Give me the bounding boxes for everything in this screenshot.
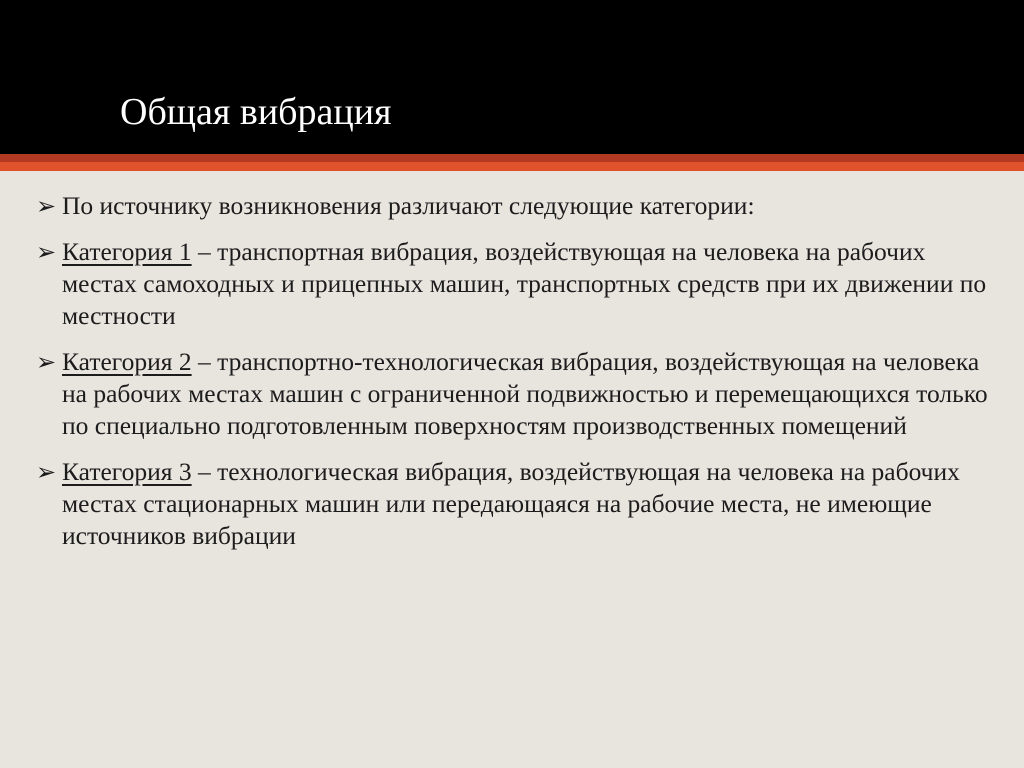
- bullet-item-category-2: [32, 346, 1002, 442]
- arrow-bullet-icon: ➢: [36, 350, 57, 376]
- slide-title: Общая вибрация: [120, 91, 392, 133]
- accent-stripe-light: [0, 162, 1024, 171]
- category-3-link[interactable]: Категория 3: [62, 457, 192, 486]
- bullet-item-category-3: [32, 456, 1002, 552]
- bullet-text: – транспортная вибрация, воздействующая на человека на рабочих местах самоходных и прицепных машин, транспортных средств при их движении по местности: [62, 237, 987, 330]
- bullet-text: – технологическая вибрация, воздействующая на человека на рабочих местах стационарных машин или передающаяся на рабочие места, не имеющие источников вибрации: [62, 457, 960, 550]
- accent-stripe-dark: [0, 154, 1024, 162]
- title-band: [0, 0, 1024, 154]
- arrow-bullet-icon: ➢: [36, 194, 57, 220]
- arrow-bullet-icon: ➢: [36, 240, 57, 266]
- bullet-text: По источнику возникновения различают следующие категории:: [62, 191, 755, 220]
- category-2-link[interactable]: Категория 2: [62, 347, 192, 376]
- bullet-text: – транспортно-технологическая вибрация, воздействующая на человека на рабочих местах машин с ограниченной подвижностью и перемещающихся только по специально подготовленным поверхностям производственных помещений: [62, 347, 988, 440]
- arrow-bullet-icon: ➢: [36, 460, 57, 486]
- bullet-list: [32, 190, 1002, 566]
- bullet-item-sources: [32, 190, 1002, 222]
- bullet-item-category-1: [32, 236, 1002, 332]
- category-1-link[interactable]: Категория 1: [62, 237, 192, 266]
